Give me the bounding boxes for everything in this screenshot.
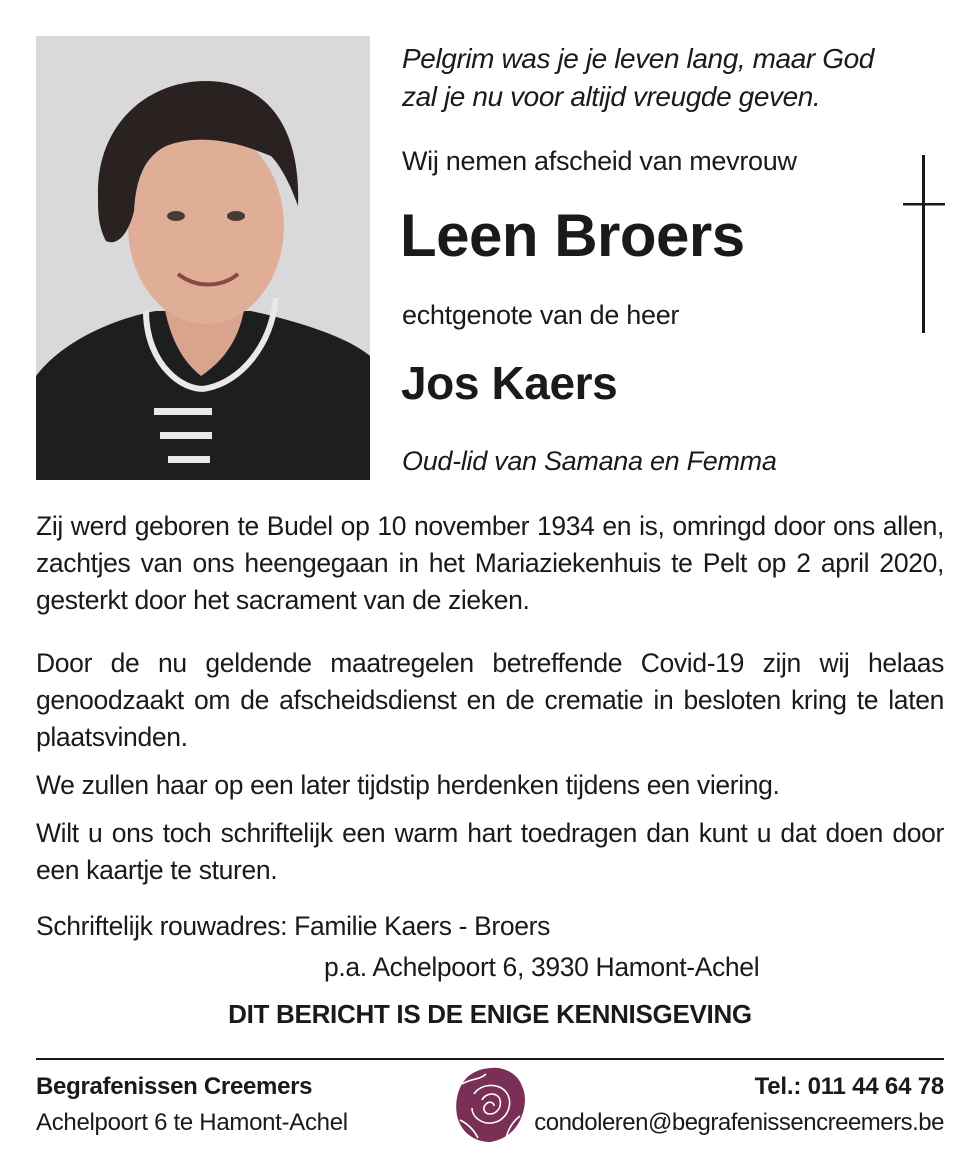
birth-paragraph: Zij werd geboren te Budel op 10 november 1934 en is, omringd door ons allen, zachtjes van ons heengegaan in het Mariaziekenhuis te Pelt op 2 april 2020, gesterkt door het sacrament van de zieken. <box>36 511 944 615</box>
cross-icon <box>903 155 945 333</box>
email-address: condoleren@begrafenissencreemers.be <box>534 1109 944 1136</box>
address-line-1: Familie Kaers - Broers <box>294 911 551 941</box>
company-address: Achelpoort 6 te Hamont-Achel <box>36 1109 348 1136</box>
quote-line-1: Pelgrim was je je leven lang, maar God <box>402 43 874 74</box>
notice-text: DIT BERICHT IS DE ENIGE KENNISGEVING <box>228 999 752 1029</box>
company-name: Begrafenissen Creemers <box>36 1073 313 1100</box>
covid-paragraph: Door de nu geldende maatregelen betreffende Covid-19 zijn wij helaas genoodzaakt om de afscheidsdienst en de crematie in besloten kring te laten plaatsvinden. <box>36 648 944 752</box>
spouse-intro-text: echtgenote van de heer <box>402 300 680 330</box>
address-label: Schriftelijk rouwadres: <box>36 911 288 941</box>
portrait-photo <box>36 36 370 480</box>
mourning-address <box>36 906 550 947</box>
quote-line-2: zal je nu voor altijd vreugde geven. <box>402 81 821 112</box>
rose-icon <box>452 1064 528 1144</box>
deceased-name: Leen Broers <box>400 202 745 269</box>
footer-divider <box>36 1058 944 1060</box>
remembrance-paragraph: We zullen haar op een later tijdstip herdenken tijdens een viering. <box>36 770 780 800</box>
condolence-paragraph: Wilt u ons toch schriftelijk een warm hart toedragen dan kunt u dat doen door een kaartje te sturen. <box>36 818 944 885</box>
quote <box>402 40 922 116</box>
membership-text: Oud-lid van Samana en Femma <box>402 446 777 476</box>
phone-number: Tel.: 011 44 64 78 <box>754 1073 944 1100</box>
spouse-name: Jos Kaers <box>401 357 618 409</box>
address-line-2: p.a. Achelpoort 6, 3930 Hamont-Achel <box>324 952 760 982</box>
intro-text: Wij nemen afscheid van mevrouw <box>402 146 797 176</box>
portrait-illustration <box>36 36 370 480</box>
